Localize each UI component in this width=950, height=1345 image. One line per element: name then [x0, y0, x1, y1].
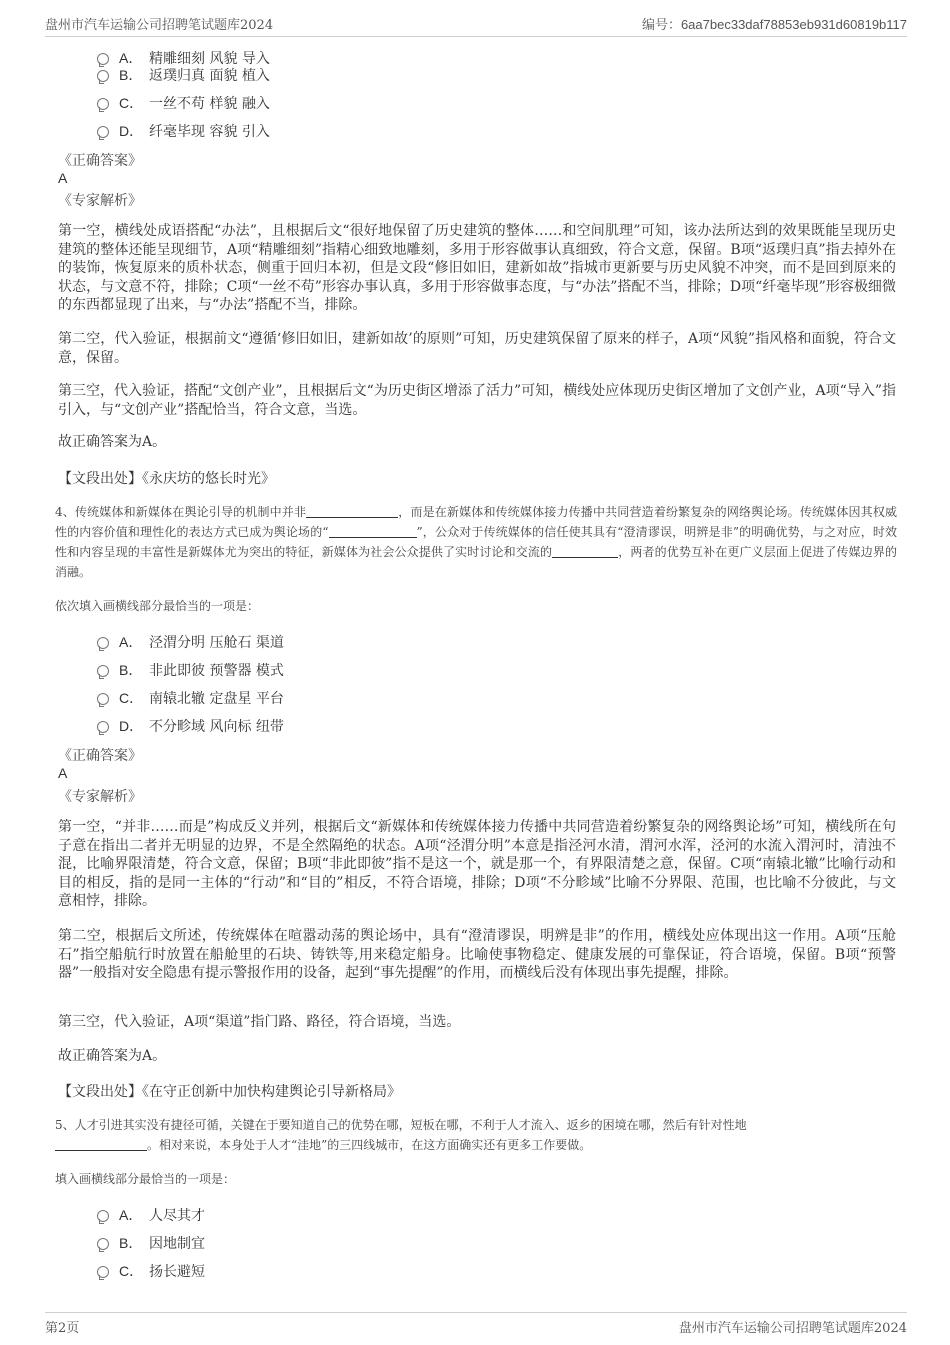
fill-blank: [55, 1137, 147, 1151]
analysis-paragraph: 第一空，横线处成语搭配“办法”，且根据后文“很好地保留了历史建筑的整体……和空间肌理”可知，该办法所达到的效果既能呈现历史建筑的整体还能呈现细节，A项“精雕细刻”指精心细致地雕刻，多用于形容做事认真细致，符合文意，保留。B项“返璞归真”指去掉外在的装饰，恢复原来的质朴状态，侧重于回归本初，但是文段“修旧如旧，建新如故”指城市更新要与历史风貌不冲突，而不是回到原来的状态，与文意不符，排除；C项“一丝不苟”形容办事认真，多用于形容做事态度，与“办法”搭配不当，排除；D项“纤毫毕现”形容极细微的东西都显现了出来，与“办法”搭配不当，排除。: [58, 223, 896, 313]
analysis-label: 《专家解析》: [58, 193, 142, 209]
analysis-paragraph: 第二空，代入验证，根据前文“遵循‘修旧如旧，建新如故’的原则”可知，历史建筑保留了原来的样子，A项“风貌”指风格和面貌，符合文意，保留。: [58, 331, 896, 366]
radio-icon[interactable]: [97, 1266, 109, 1278]
fill-blank: [306, 504, 398, 518]
page-footer: [45, 1312, 907, 1335]
analysis-paragraph: 第三空，代入验证，A项“渠道”指门路、路径，符合语境，当选。: [58, 1014, 461, 1030]
answer-label: 《正确答案》: [58, 748, 142, 764]
passage-source: 【文段出处】《在守正创新中加快构建舆论引导新格局》: [58, 1084, 401, 1100]
q5-option-b[interactable]: B． 因地制宜: [97, 1233, 205, 1253]
radio-icon[interactable]: [97, 70, 109, 82]
q4-option-a[interactable]: A． 泾渭分明 压舱石 渠道: [97, 632, 284, 652]
page-header: [45, 14, 907, 37]
q5-option-c[interactable]: C． 扬长避短: [97, 1261, 205, 1281]
analysis-paragraph: 第二空，根据后文所述，传统媒体在喧嚣动荡的舆论场中，具有“澄清谬误，明辨是非”的作用，横线处应体现出这一作用。A项“压舱石”指空船航行时放置在船舱里的石块、铸铁等,用来稳定船身。比喻使事物稳定、健康发展的可靠保证，符合语境，保留。B项“预警器”一般指对安全隐患有提示警报作用的设备，起到“事先提醒”的作用，而横线后没有体现出事先提醒，排除。: [58, 928, 896, 981]
q3-option-c[interactable]: C． 一丝不苟 样貌 融入: [97, 93, 270, 113]
radio-icon[interactable]: [97, 665, 109, 677]
radio-icon[interactable]: [97, 1238, 109, 1250]
radio-icon[interactable]: [97, 1210, 109, 1222]
question-stem: 4、传统媒体和新媒体在舆论引导的机制中并非 ，而是在新媒体和传统媒体接力传播中共同营造着纷繁复杂的网络舆论场。传统媒体因其权威性的内容价值和理性化的表达方式已成为舆论场的“ ”，公众对于传统媒体的信任使其具有“澄清谬误，明辨是非”的明确优势，与之对应，时效性和内容呈现的丰富性是新媒体尤为突出的特征，新媒体为社会公众提供了实时讨论和交流的 ，两者的优势互补在更广义层面上促进了传媒边界的消融。: [55, 505, 897, 579]
question-stem: 5、人才引进其实没有捷径可循，关键在于要知道自己的优势在哪，短板在哪，不利于人才流入、返乡的困境在哪，然后有针对性地 。相对来说，本身处于人才“洼地”的三四线城市，在这方面确实还有更多工作要做。: [55, 1118, 747, 1152]
question-instruction: 填入画横线部分最恰当的一项是：: [55, 1172, 236, 1186]
analysis-paragraph: 第一空，“并非……而是”构成反义并列，根据后文“新媒体和传统媒体接力传播中共同营造着纷繁复杂的网络舆论场”可知，横线所在句子意在指出二者并无明显的边界，不是全然隔绝的状态。A项“泾渭分明”本意是指泾河水清，渭河水浑，泾河的水流入渭河时，清浊不混，比喻界限清楚，符合文意，保留；B项“非此即彼”指不是这一个，就是那一个，有界限清楚之意，保留。C项“南辕北辙”比喻行动和目的相反，指的是同一主体的“行动”和“目的”相反，不符合语境，排除；D项“不分畛域”比喻不分界限、范围，也比喻不分彼此，与文意相悖，排除。: [58, 819, 896, 909]
question-instruction: 依次填入画横线部分最恰当的一项是：: [55, 599, 260, 613]
fill-blank: [552, 544, 618, 558]
analysis-conclusion: 故正确答案为A。: [58, 434, 167, 450]
q3-option-a[interactable]: A． 精雕细刻 风貌 导入: [97, 48, 270, 68]
analysis-paragraph: 第三空，代入验证，搭配“文创产业”，且根据后文“为历史街区增添了活力”可知，横线处应体现历史街区增加了文创产业，A项“导入”指引入，与“文创产业”搭配恰当，符合文意，当选。: [58, 383, 896, 418]
correct-answer: A: [58, 765, 68, 781]
q3-option-b[interactable]: B． 返璞归真 面貌 植入: [97, 65, 270, 85]
radio-icon[interactable]: [97, 126, 109, 138]
analysis-conclusion: 故正确答案为A。: [58, 1048, 167, 1064]
q5-option-a[interactable]: A． 人尽其才: [97, 1205, 205, 1225]
fill-blank: [329, 524, 417, 538]
radio-icon[interactable]: [97, 53, 109, 65]
passage-source: 【文段出处】《永庆坊的悠长时光》: [58, 471, 275, 487]
page-number: 第2页: [45, 1321, 80, 1336]
q4-option-d[interactable]: D． 不分畛域 风向标 纽带: [97, 716, 284, 736]
radio-icon[interactable]: [97, 721, 109, 733]
analysis-label: 《专家解析》: [58, 789, 142, 805]
header-title: 盘州市汽车运输公司招聘笔试题库2024: [45, 18, 274, 33]
q4-option-b[interactable]: B． 非此即彼 预警器 模式: [97, 660, 284, 680]
answer-label: 《正确答案》: [58, 153, 142, 169]
q3-option-d[interactable]: D． 纤毫毕现 容貌 引入: [97, 121, 270, 141]
q4-option-c[interactable]: C． 南辕北辙 定盘星 平台: [97, 688, 284, 708]
radio-icon[interactable]: [97, 693, 109, 705]
document-code: 编号：6aa7bec33daf78853eb931d60819b117: [641, 17, 907, 32]
radio-icon[interactable]: [97, 637, 109, 649]
correct-answer: A: [58, 170, 68, 186]
footer-title: 盘州市汽车运输公司招聘笔试题库2024: [678, 1321, 907, 1336]
radio-icon[interactable]: [97, 98, 109, 110]
